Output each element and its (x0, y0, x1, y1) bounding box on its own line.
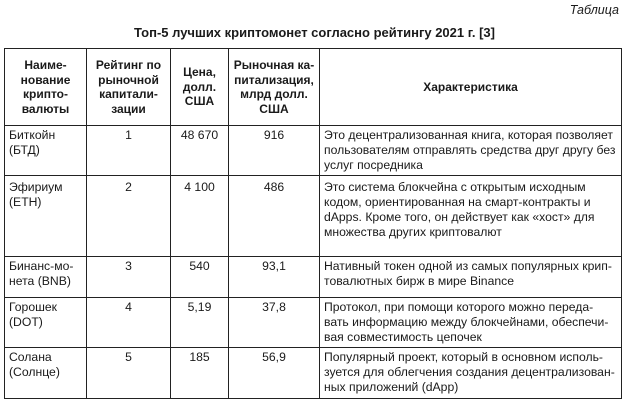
coin-market-cap: 37,8 (229, 298, 320, 348)
coin-description: Это децентрализованная книга, которая позволяет пользователям отправлять средства друг другу без услуг посредника (320, 126, 622, 176)
table-label: Таблица (569, 3, 619, 17)
coin-description: Это система блокчейна с открытым исходным кодом, ориентированная на смарт-контракты и dApps. Кроме того, он действует как «хост» для множества других криптовалют (320, 176, 622, 257)
coin-rank: 1 (87, 126, 171, 176)
header-market-cap: Рыночная ка-питализация, млрд долл. США (229, 49, 320, 126)
coin-market-cap: 93,1 (229, 257, 320, 298)
header-name: Наиме-нование крипто-валюты (5, 49, 87, 126)
coin-name: Солана (Солнце) (5, 348, 87, 399)
table-row (5, 176, 622, 257)
header-price: Цена, долл. США (171, 49, 229, 126)
coin-price: 4 100 (171, 176, 229, 257)
coin-price: 185 (171, 348, 229, 399)
coin-description: Нативный токен одной из самых популярных крип-товалютных бирж в мире Binance (320, 257, 622, 298)
table-title: Топ-5 лучших криптомонет согласно рейтингу 2021 г. [3] (134, 25, 495, 40)
table-row (5, 126, 622, 176)
header-description: Характеристика (320, 49, 622, 126)
coin-market-cap: 916 (229, 126, 320, 176)
crypto-table (4, 48, 622, 399)
header-rank: Рейтинг по рыночной капитали-зации (87, 49, 171, 126)
coin-price: 5,19 (171, 298, 229, 348)
table-row (5, 298, 622, 348)
coin-rank: 5 (87, 348, 171, 399)
coin-name: Горошек (DOT) (5, 298, 87, 348)
coin-price: 540 (171, 257, 229, 298)
table-header-row (5, 49, 622, 126)
coin-description: Популярный проект, который в основном исполь-зуется для облегчения создания децентрализован-ных приложений (dApp) (320, 348, 622, 399)
coin-rank: 2 (87, 176, 171, 257)
coin-name: Эфириум (ETH) (5, 176, 87, 257)
coin-market-cap: 56,9 (229, 348, 320, 399)
coin-rank: 4 (87, 298, 171, 348)
table-row (5, 257, 622, 298)
table-row (5, 348, 622, 399)
coin-market-cap: 486 (229, 176, 320, 257)
coin-description: Протокол, при помощи которого можно переда-вать информацию между блокчейнами, обеспечи-вая совместимость цепочек (320, 298, 622, 348)
coin-price: 48 670 (171, 126, 229, 176)
coin-name: Бинанс-мо-нета (BNB) (5, 257, 87, 298)
coin-name: Биткойн (БТД) (5, 126, 87, 176)
coin-rank: 3 (87, 257, 171, 298)
